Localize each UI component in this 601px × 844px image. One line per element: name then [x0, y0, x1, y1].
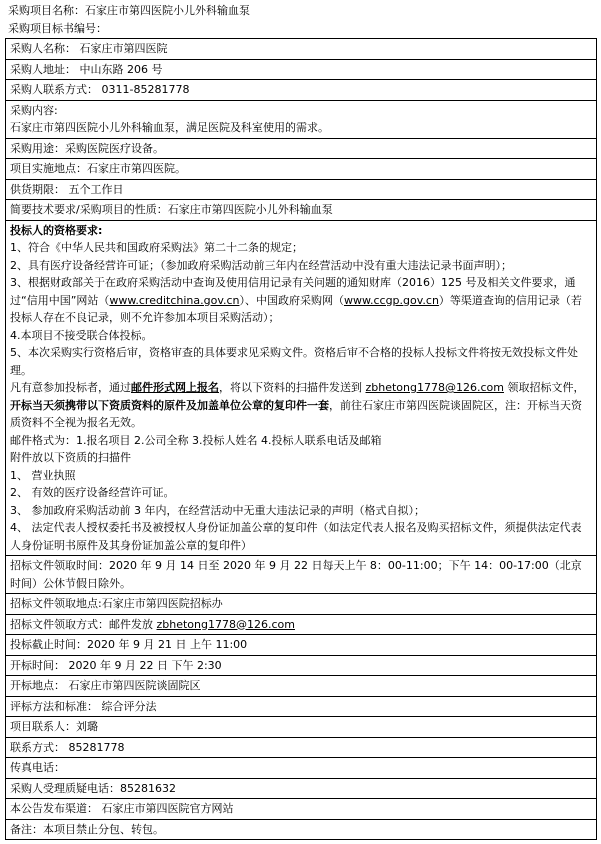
- registration-instructions: 凡有意参加投标者，通过邮件形式网上报名，将以下资料的扫描件发送到 zbhetong1778@126.com 领取招标文件，开标当天须携带以下资质资料的原件及加盖单位公章的复印件一套，前往石家庄市第四医院谈固院区，注：开标当天资质资料不全视为报名无效。: [10, 381, 585, 429]
- ccgp-link[interactable]: www.ccgp.gov.cn: [344, 293, 439, 307]
- content-text: 石家庄市第四医院小儿外科输血泵，满足医院及科室使用的需求。: [10, 121, 329, 134]
- qualification-1: 1、符合《中华人民共和国政府采购法》第二十二条的规定；: [10, 241, 303, 254]
- purchase-purpose: 采购用途：采购医院医疗设备。: [6, 138, 597, 159]
- document-collection-time: 招标文件领取时间：2020 年 9 月 14 日至 2020 年 9 月 22 日每天上午 8：00-11:00；下午 14：00-17:00（北京时间）公休节假日除外。: [6, 556, 597, 594]
- bid-opening-time: 开标时间： 2020 年 9 月 22 日 下午 2:30: [6, 655, 597, 676]
- qualification-title: 投标人的资格要求:: [10, 223, 103, 237]
- qualification-4: 4.本项目不接受联合体投标。: [10, 328, 153, 342]
- project-name: 采购项目名称：石家庄市第四医院小儿外科输血泵: [8, 4, 250, 17]
- project-number: 采购项目标书编号：: [8, 22, 107, 35]
- attachment-intro: 附件放以下资质的扫描件: [10, 451, 131, 464]
- inquiry-phone: 采购人受理质疑电话：85281632: [6, 778, 597, 799]
- attachment-1: 1、 营业执照: [10, 468, 76, 482]
- delivery-period: 供货期限： 五个工作日: [6, 179, 597, 200]
- bid-opening-place: 开标地点： 石家庄市第四医院谈固院区: [6, 676, 597, 697]
- contact-phone: 联系方式： 85281778: [6, 737, 597, 758]
- evaluation-method: 评标方法和标准： 综合评分法: [6, 696, 597, 717]
- registration-email-link[interactable]: zbhetong1778@126.com: [365, 381, 504, 394]
- buyer-contact: 采购人联系方式： 0311-85281778: [6, 80, 597, 101]
- mail-format: 邮件格式为：1.报名项目 2.公司全称 3.投标人姓名 4.投标人联系电话及邮箱: [10, 433, 382, 447]
- qualification-5: 5、本次采购实行资格后审，资格审查的具体要求见采购文件。资格后审不合格的投标人投标文件将按无效投标文件处理。: [10, 346, 578, 377]
- document-collection-method: 招标文件领取方式：邮件发放 zbhetong1778@126.com: [6, 614, 597, 635]
- qualification-section: [6, 220, 597, 556]
- bid-deadline: 投标截止时间：2020 年 9 月 21 日 上午 11:00: [6, 635, 597, 656]
- buyer-address: 采购人地址： 中山东路 206 号: [6, 59, 597, 80]
- publish-channel: 本公告发布渠道： 石家庄市第四医院官方网站: [6, 799, 597, 820]
- qualification-3: 3、根据财政部关于在政府采购活动中查询及使用信用记录有关问题的通知财库（2016）125 号及相关文件要求，通过“信用中国”网站（www.creditchina.gov.cn）、中国政府采购网（www.ccgp.gov.cn）等渠道查询的信用记录（若投标人存在不良记录，则不允许参加本项目采购活动）；: [10, 276, 582, 324]
- document-collection-place: 招标文件领取地点:石家庄市第四医院招标办: [6, 594, 597, 615]
- content-label: 采购内容:: [10, 103, 58, 117]
- document-email-link[interactable]: zbhetong1778@126.com: [156, 617, 295, 631]
- remarks: 备注：本项目禁止分包、转包。: [6, 819, 597, 840]
- purchase-content: [6, 100, 597, 138]
- creditchina-link[interactable]: www.creditchina.gov.cn: [109, 293, 240, 307]
- attachment-2: 2、 有效的医疗设备经营许可证。: [10, 486, 175, 499]
- fax-number: 传真电话：: [6, 758, 597, 779]
- implementation-site: 项目实施地点：石家庄市第四医院。: [6, 159, 597, 180]
- attachment-3: 3、 参加政府采购活动前 3 年内，在经营活动中无重大违法记录的声明（格式自拟）；: [10, 503, 425, 517]
- announcement-table: [5, 38, 597, 840]
- brief-requirements: 简要技术要求/采购项目的性质：石家庄市第四医院小儿外科输血泵: [6, 200, 597, 221]
- attachment-4: 4、 法定代表人授权委托书及被授权人身份证加盖公章的复印件（如法定代表人报名及购买招标文件，须提供法定代表人身份证明书原件及其身份证加盖公章的复印件）: [10, 521, 582, 552]
- qualification-2: 2、具有医疗设备经营许可证；（参加政府采购活动前三年内在经营活动中没有重大违法记录书面声明）；: [10, 258, 512, 272]
- contact-person: 项目联系人：刘璐: [6, 717, 597, 738]
- buyer-name: 采购人名称： 石家庄市第四医院: [6, 39, 597, 60]
